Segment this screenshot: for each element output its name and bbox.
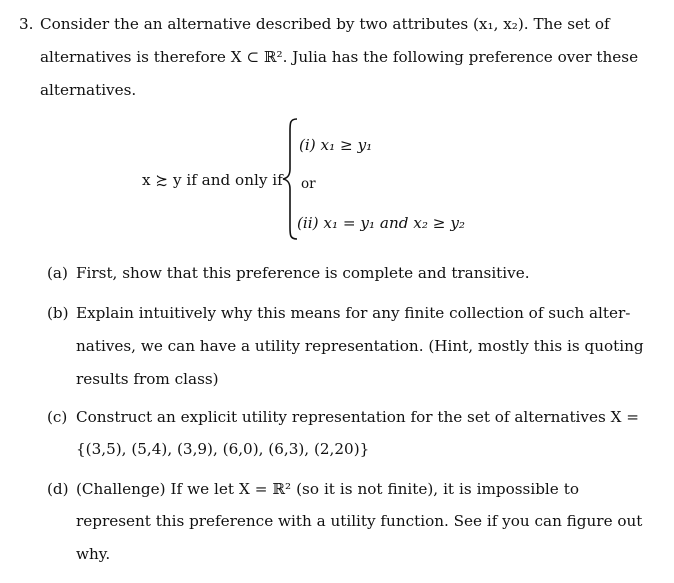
definition-case-ii: (ii) x₁ = y₁ and x₂ ≥ y₂ bbox=[297, 214, 466, 232]
part-d-label: (d) bbox=[47, 480, 69, 498]
problem-intro-line-3: alternatives. bbox=[40, 81, 137, 99]
definition-lhs: x ≿ y if and only if bbox=[142, 171, 283, 189]
part-b-line-2: natives, we can have a utility representation. (Hint, mostly this is quoting bbox=[76, 337, 644, 355]
definition-case-i: (i) x₁ ≥ y₁ bbox=[299, 136, 373, 154]
definition-or: or bbox=[301, 176, 316, 192]
problem-intro-line-2: alternatives is therefore X ⊂ ℝ². Julia has the following preference over these bbox=[40, 48, 639, 66]
part-b-line-3: results from class) bbox=[76, 370, 219, 388]
part-c-label: (c) bbox=[47, 408, 68, 426]
problem-intro-line-1: Consider the an alternative described by two attributes (x₁, x₂). The set of bbox=[40, 15, 610, 33]
part-a-label: (a) bbox=[47, 264, 68, 282]
problem-number: 3. bbox=[19, 15, 34, 33]
part-d-line-2: represent this preference with a utility function. See if you can figure out bbox=[76, 512, 643, 530]
part-d-line-3: why. bbox=[76, 545, 111, 563]
part-a-line-1: First, show that this preference is complete and transitive. bbox=[76, 264, 530, 282]
part-b-label: (b) bbox=[47, 304, 69, 322]
part-c-line-2: {(3,5), (5,4), (3,9), (6,0), (6,3), (2,20)} bbox=[76, 440, 370, 458]
part-c-line-1: Construct an explicit utility representation for the set of alternatives X = bbox=[76, 408, 639, 426]
part-b-line-1: Explain intuitively why this means for any finite collection of such alter- bbox=[76, 304, 631, 322]
part-d-line-1: (Challenge) If we let X = ℝ² (so it is not finite), it is impossible to bbox=[76, 480, 579, 498]
